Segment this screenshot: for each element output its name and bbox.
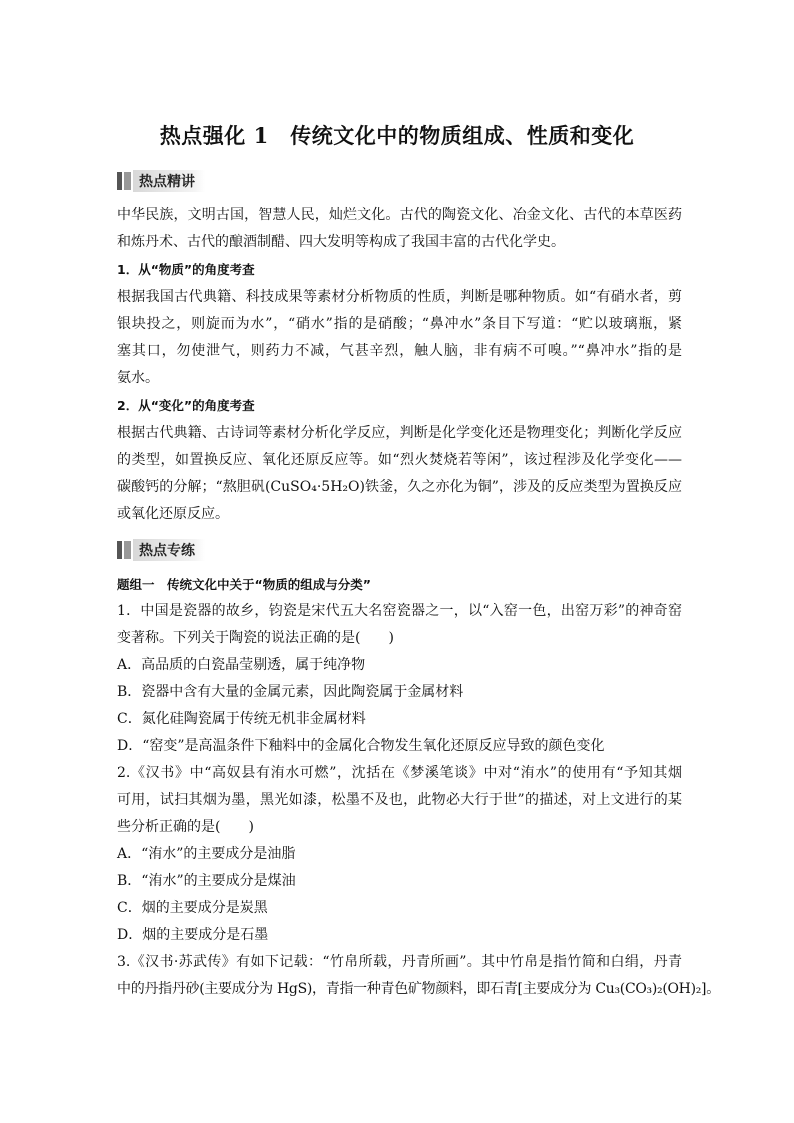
question-2-option-d: D．烟的主要成分是石墨	[117, 927, 269, 943]
question-3-stem: 3.《汉书·苏武传》有如下记载：“竹帛所载，丹青所画”。其中竹帛是指竹简和白绢，丹青	[117, 954, 682, 970]
point1-title: 1．从“物质”的角度考查	[117, 262, 255, 277]
point1-line: 银块投之，则旋而为水”，“硝水”指的是硝酸；“鼻冲水”条目下写道：“贮以玻璃瓶，紧	[117, 316, 682, 332]
section-marker-icon	[117, 172, 131, 190]
question-2-stem: 可用，试扫其烟为墨，黑光如漆，松墨不及也，此物必大行于世”的描述，对上文进行的某	[117, 792, 682, 808]
question-group-title: 题组一 传统文化中关于“物质的组成与分类”	[117, 577, 371, 592]
question-1-stem: 变著称。下列关于陶瓷的说法正确的是( )	[117, 630, 394, 646]
section-header-practice	[117, 539, 205, 561]
section-marker-icon	[117, 541, 131, 559]
intro-line: 中华民族，文明古国，智慧人民，灿烂文化。古代的陶瓷文化、冶金文化、古代的本草医药	[117, 207, 682, 223]
question-2-option-c: C．烟的主要成分是炭黑	[117, 900, 268, 916]
section-header-key-points	[117, 170, 205, 192]
point1-line: 氨水。	[117, 370, 159, 386]
intro-line: 和炼丹术、古代的酿酒制醋、四大发明等构成了我国丰富的古代化学史。	[117, 234, 565, 250]
question-3-stem: 中的丹指丹砂(主要成分为 HgS)，青指一种青色矿物颜料，即石青[主要成分为 Cu₃(CO₃)₂(OH)₂]。	[117, 981, 720, 997]
point2-line: 根据古代典籍、古诗词等素材分析化学反应，判断是化学变化还是物理变化；判断化学反应	[117, 425, 682, 441]
page-title: 热点强化 1 传统文化中的物质组成、性质和变化	[159, 123, 635, 148]
question-2-stem: 2.《汉书》中“高奴县有洧水可燃”，沈括在《梦溪笔谈》中对“洧水”的使用有“予知其烟	[117, 765, 682, 781]
question-2-option-a: A．“洧水”的主要成分是油脂	[117, 846, 296, 862]
point2-line: 或氧化还原反应。	[117, 506, 229, 522]
point2-line: 的类型，如置换反应、氧化还原反应等。如“烈火焚烧若等闲”，该过程涉及化学变化——	[117, 452, 682, 468]
point2-line: 碳酸钙的分解；“熬胆矾(CuSO₄·5H₂O)铁釜，久之亦化为铜”，涉及的反应类型为置换反应	[117, 479, 682, 495]
point1-line: 根据我国古代典籍、科技成果等素材分析物质的性质，判断是哪种物质。如“有硝水者，剪	[117, 289, 682, 305]
point2-title: 2．从“变化”的角度考查	[117, 398, 255, 413]
question-1-stem: 1．中国是瓷器的故乡，钧瓷是宋代五大名窑瓷器之一，以“入窑一色，出窑万彩”的神奇窑	[117, 603, 682, 619]
section-title: 热点专练	[133, 539, 205, 561]
question-1-option-d: D．“窑变”是高温条件下釉料中的金属化合物发生氧化还原反应导致的颜色变化	[117, 738, 605, 754]
point1-line: 塞其口，勿使泄气，则药力不减，气甚辛烈，触人脑，非有病不可嗅。”“鼻冲水”指的是	[117, 343, 682, 359]
question-2-option-b: B．“洧水”的主要成分是煤油	[117, 873, 296, 889]
question-1-option-c: C．氮化硅陶瓷属于传统无机非金属材料	[117, 711, 366, 727]
question-1-option-b: B．瓷器中含有大量的金属元素，因此陶瓷属于金属材料	[117, 684, 464, 700]
question-1-option-a: A．高品质的白瓷晶莹剔透，属于纯净物	[117, 657, 366, 673]
question-2-stem: 些分析正确的是( )	[117, 819, 254, 835]
section-title: 热点精讲	[133, 170, 205, 192]
